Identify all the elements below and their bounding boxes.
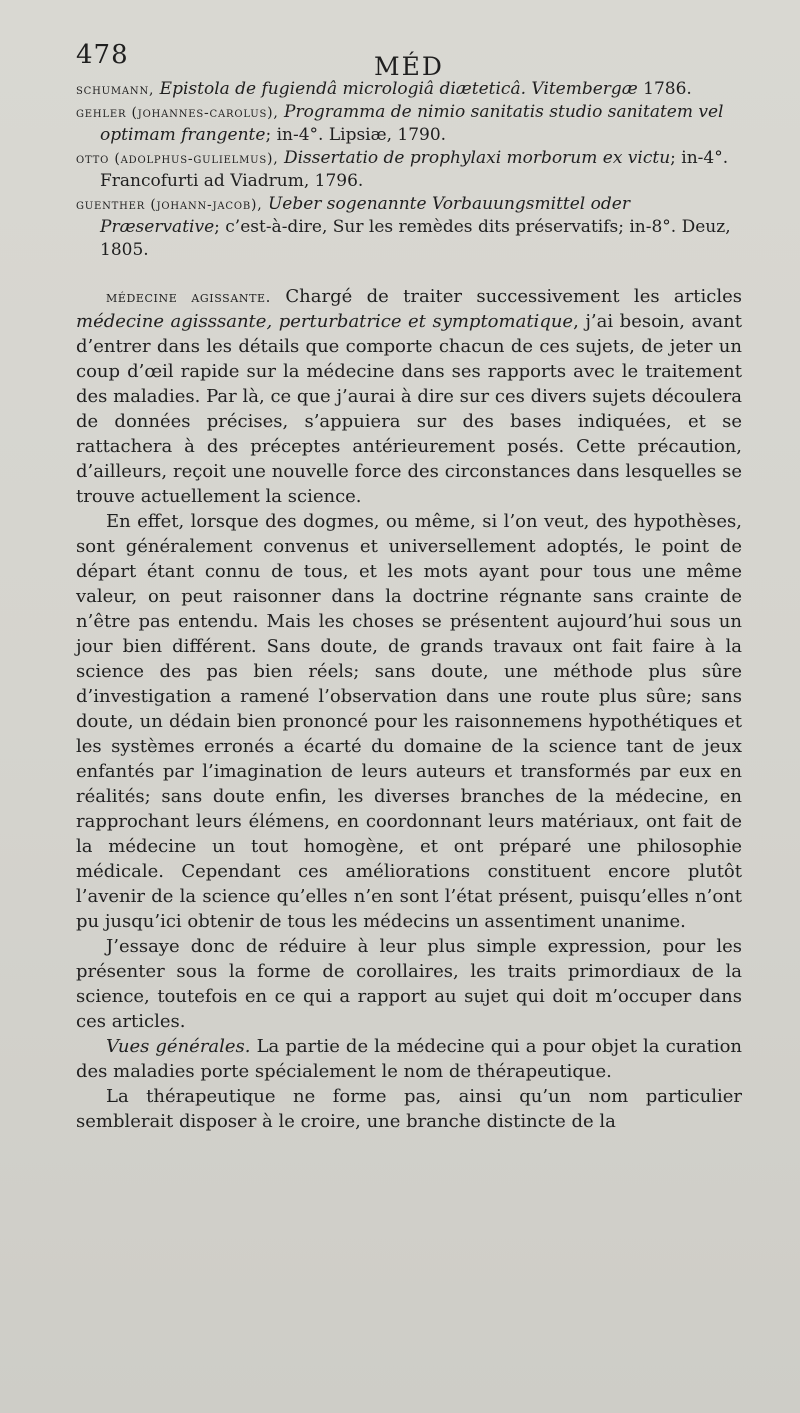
paragraph: En effet, lorsque des dogmes, ou même, si l’on veut, des hypothèses, sont généralement convenus et universellement adoptés, le point de départ étant connu de tous, et les mots ayant pour tous une même valeur, on peut raisonner dans la doctrine régnante sans crainte de n’être pas entendu. Mais les choses se présentent aujourd’hui sous un jour bien différent. Sans doute, de grands travaux ont fait faire à la science des pas bien réels; sans doute, une méthode plus sûre d’investigation a ramené l’observation dans une route plus sûre; sans doute, un dédain bien prononcé pour les raisonnemens hypothétiques et les systèmes erronés a écarté du domaine de la science tant de jeux enfantés par l’imagination de leurs auteurs et transformés par eux en réalités; sans doute enfin, les diverses branches de la médecine, en rapprochant leurs élémens, en coordonnant leurs matériaux, ont fait de la médecine un tout homogène, et ont préparé une philosophie médicale. Cependant ces améliorations constituent encore plutôt l’avenir de la science qu’elles n’en sont l’état présent, puisqu’elles n’ont pu jusqu’ici obtenir de tous les médecins un assentiment unanime. xyxy=(76,510,742,932)
page-header xyxy=(76,40,742,81)
bib-author: gehler (johannes-carolus), xyxy=(76,104,279,121)
bib-title: Programma de nimio sanitatis studio sanitatem vel optimam frangente xyxy=(100,101,724,145)
bib-entry xyxy=(76,78,742,101)
paragraph xyxy=(76,1034,742,1084)
page-number: 478 xyxy=(76,40,129,70)
paragraph: J’essaye donc de réduire à leur plus simple expression, pour les présenter sous la forme de corollaires, les traits primordiaux de la science, toutefois en ce qui a rapport au sujet qui doit m’occuper dans ces articles. xyxy=(76,935,742,1032)
paragraph-emphasis: médecine agisssante, perturbatrice et symptomatique xyxy=(76,310,574,332)
article-heading: médecine agissante. xyxy=(106,287,272,306)
paragraph-text: Chargé de traiter successivement les articles xyxy=(271,285,742,307)
bib-entry xyxy=(76,193,742,262)
article-body xyxy=(76,284,742,1135)
bib-title: Ueber sogenannte Vorbauungsmittel oder Præservative xyxy=(100,193,630,237)
section-heading: Vues générales. xyxy=(106,1035,251,1057)
bib-details: ; c’est-à-dire, Sur les remèdes dits préservatifs; in-8°. Deuz, 1805. xyxy=(100,216,731,260)
paragraph xyxy=(76,284,742,509)
paragraph-text: La partie de la médecine qui a pour objet la curation des maladies porte spécialement le nom de thérapeutique. xyxy=(76,1035,742,1082)
bib-entry xyxy=(76,101,742,147)
bib-details: ; in-4°. Francofurti ad Viadrum, 1796. xyxy=(100,147,729,191)
bib-author: schumann, xyxy=(76,82,155,98)
bib-title: Dissertatio de prophylaxi morborum ex victu xyxy=(283,147,671,168)
bib-author: guenther (johann-jacob), xyxy=(76,196,263,213)
bib-entry xyxy=(76,147,742,193)
bibliography xyxy=(76,78,742,262)
running-head: MÉD xyxy=(374,52,444,81)
bib-details: 1786. xyxy=(637,79,692,99)
paragraph-text: , j’ai besoin, avant d’entrer dans les détails que comporte chacun de ces sujets, de jeter un coup d’œil rapide sur la médecine dans ses rapports avec le traitement des maladies. Par là, ce que j’aurai à dire sur ces divers sujets découlera de données précises, s’appuiera sur des bases indiquées, et se rattachera à des préceptes antérieurement posés. Cette précaution, d’ailleurs, reçoit une nouvelle force des circonstances dans lesquelles se trouve actuellement la science. xyxy=(76,310,742,507)
bib-title: Epistola de fugiendâ micrologiâ diæteticâ. Vitembergæ xyxy=(159,79,638,99)
bib-details: ; in-4°. Lipsiæ, 1790. xyxy=(265,124,447,145)
paragraph: La thérapeutique ne forme pas, ainsi qu’un nom particulier semblerait disposer à le croire, une branche distincte de la xyxy=(76,1086,742,1133)
bib-author: otto (adolphus-gulielmus), xyxy=(76,150,279,167)
